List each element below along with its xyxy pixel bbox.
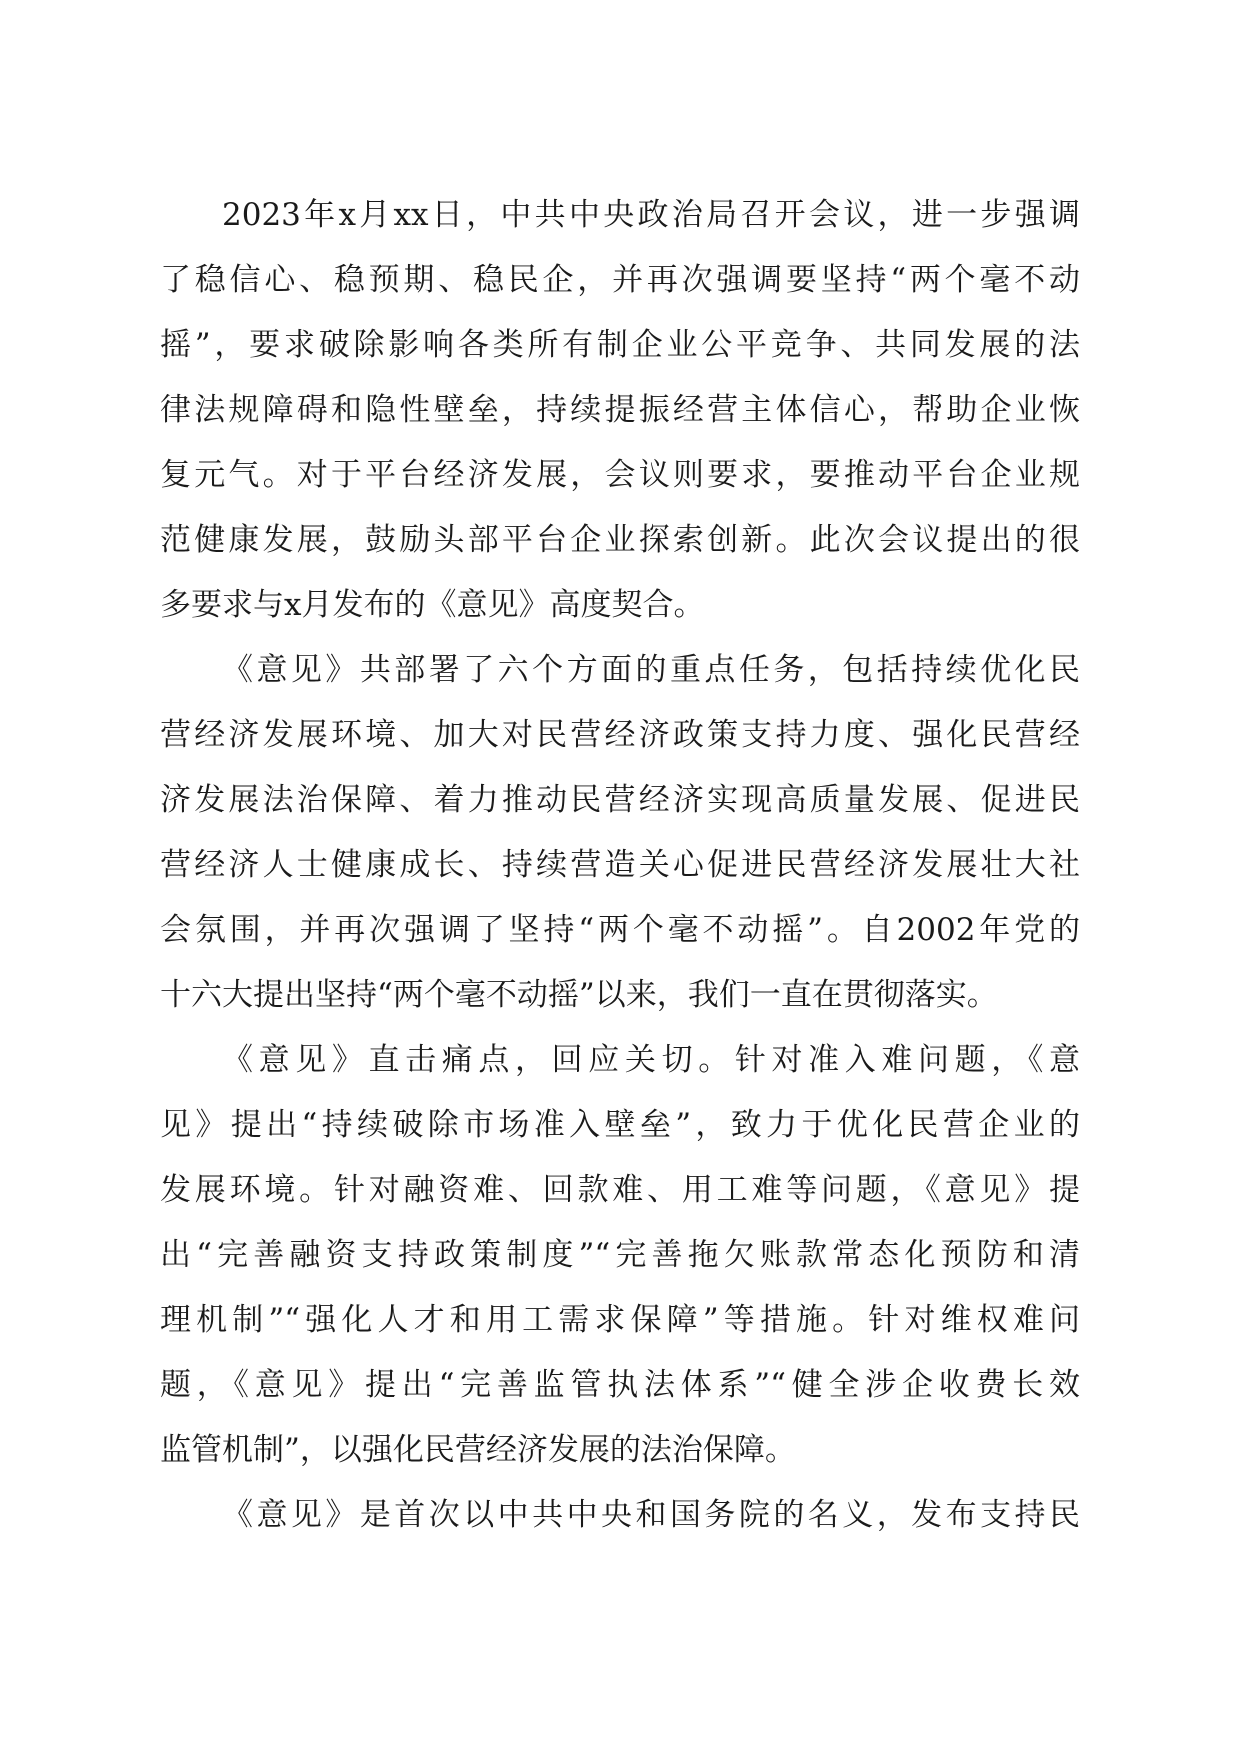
paragraph-2-line-3: 济发展法治保障、着力推动民营经济实现高质量发展、促进民 bbox=[160, 782, 1080, 818]
paragraph-1-line-1: 2023年x月xx日，中共中央政治局召开会议，进一步强调 bbox=[222, 197, 1080, 233]
paragraph-1-line-5: 复元气。对于平台经济发展，会议则要求，要推动平台企业规 bbox=[160, 457, 1080, 493]
paragraph-1-line-3: 摇”，要求破除影响各类所有制企业公平竞争、共同发展的法 bbox=[160, 327, 1080, 363]
paragraph-1-line-2: 了稳信心、稳预期、稳民企，并再次强调要坚持“两个毫不动 bbox=[160, 262, 1080, 298]
paragraph-4-line-1: 《意见》是首次以中共中央和国务院的名义，发布支持民 bbox=[222, 1497, 1080, 1533]
document-body bbox=[160, 183, 1080, 1548]
paragraph-3-line-3: 发展环境。针对融资难、回款难、用工难等问题，《意见》提 bbox=[160, 1172, 1080, 1208]
paragraph-2-line-1: 《意见》共部署了六个方面的重点任务，包括持续优化民 bbox=[222, 652, 1080, 688]
paragraph-1-line-7: 多要求与x月发布的《意见》高度契合。 bbox=[160, 587, 705, 623]
paragraph-2-line-2: 营经济发展环境、加大对民营经济政策支持力度、强化民营经 bbox=[160, 717, 1080, 753]
paragraph-2-line-4: 营经济人士健康成长、持续营造关心促进民营经济发展壮大社 bbox=[160, 847, 1080, 883]
paragraph-2-line-5: 会氛围，并再次强调了坚持“两个毫不动摇”。自2002年党的 bbox=[160, 912, 1080, 948]
paragraph-2-line-6: 十六大提出坚持“两个毫不动摇”以来，我们一直在贯彻落实。 bbox=[160, 977, 998, 1013]
paragraph-3-line-5: 理机制”“强化人才和用工需求保障”等措施。针对维权难问 bbox=[160, 1302, 1080, 1338]
paragraph-1-line-6: 范健康发展，鼓励头部平台企业探索创新。此次会议提出的很 bbox=[160, 522, 1080, 558]
paragraph-3-line-1: 《意见》直击痛点，回应关切。针对准入难问题，《意 bbox=[222, 1042, 1080, 1078]
paragraph-3-line-6: 题，《意见》提出“完善监管执法体系”“健全涉企收费长效 bbox=[160, 1367, 1080, 1403]
paragraph-3-line-7: 监管机制”，以强化民营经济发展的法治保障。 bbox=[160, 1432, 796, 1468]
paragraph-3-line-2: 见》提出“持续破除市场准入壁垒”，致力于优化民营企业的 bbox=[160, 1107, 1080, 1143]
paragraph-1-line-4: 律法规障碍和隐性壁垒，持续提振经营主体信心，帮助企业恢 bbox=[160, 392, 1080, 428]
paragraph-3-line-4: 出“完善融资支持政策制度”“完善拖欠账款常态化预防和清 bbox=[160, 1237, 1080, 1273]
